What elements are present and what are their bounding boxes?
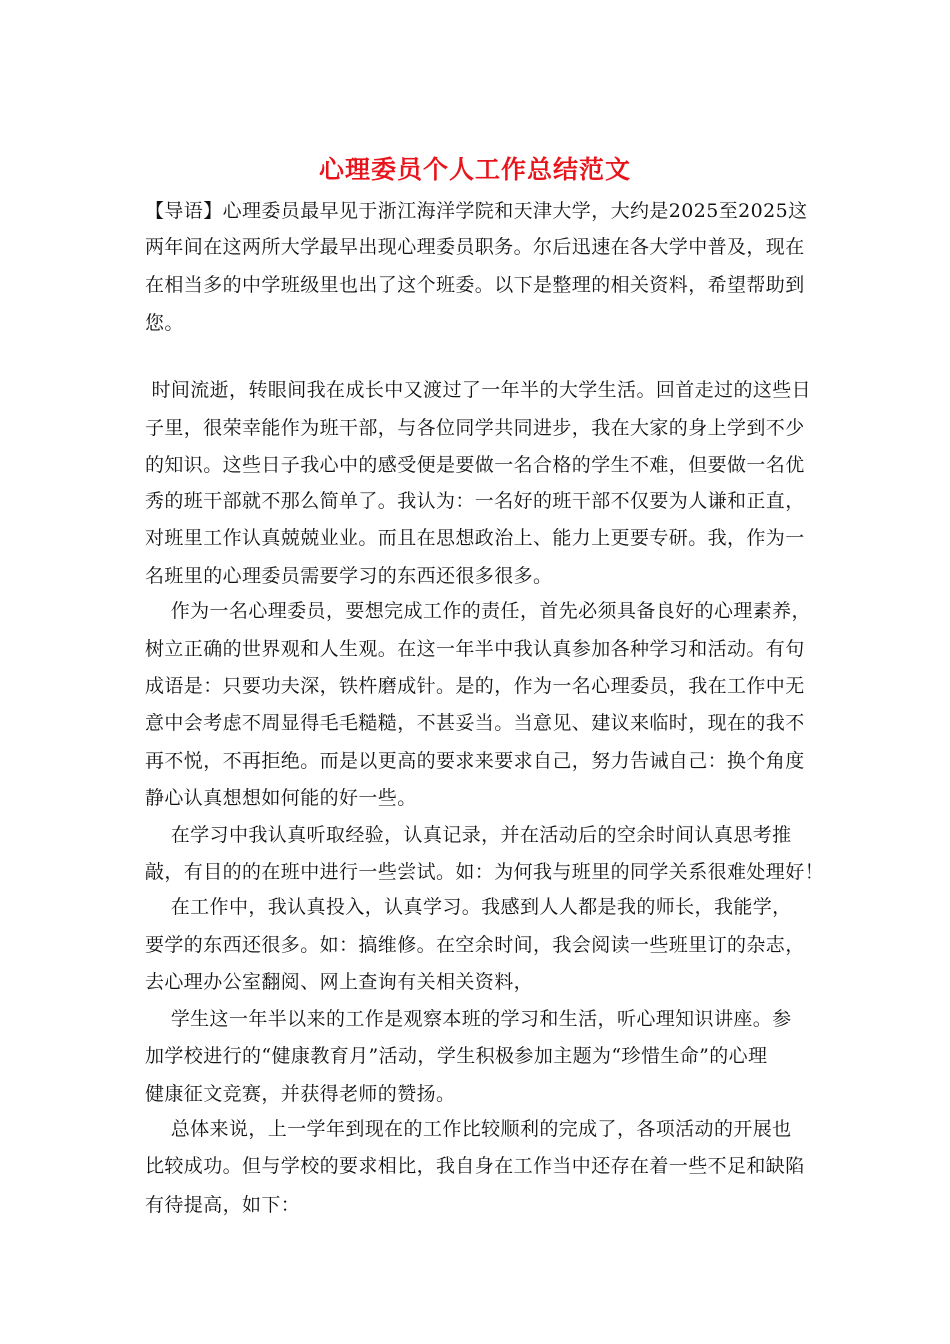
- paragraph-line: 健康征文竞赛，并获得老师的赞扬。: [145, 1083, 456, 1105]
- paragraph-line: 静心认真想想如何能的好一些。: [145, 787, 417, 809]
- paragraph-line: 在工作中，我认真投入，认真学习。我感到人人都是我的师长，我能学，: [145, 896, 792, 918]
- paragraph-line: 名班里的心理委员需要学习的东西还很多很多。: [145, 565, 553, 587]
- paragraph-line: 有待提高，如下：: [145, 1194, 301, 1216]
- paragraph-line: 对班里工作认真兢兢业业。而且在思想政治上、能力上更要专研。我，作为一: [145, 527, 805, 549]
- paragraph-line: 在学习中我认真听取经验，认真记录，并在活动后的空余时间认真思考推: [145, 824, 792, 846]
- paragraph-line: 的知识。这些日子我心中的感受便是要做一名合格的学生不难，但要做一名优: [145, 454, 805, 476]
- paragraph-line: 加学校进行的“健康教育月”活动，学生积极参加主题为“珍惜生命”的心理: [145, 1045, 768, 1067]
- paragraph-line: 意中会考虑不周显得毛毛糙糙，不甚妥当。当意见、建议来临时，现在的我不: [145, 712, 805, 734]
- paragraph-line: 成语是：只要功夫深，铁杵磨成针。是的，作为一名心理委员，我在工作中无: [145, 675, 805, 697]
- paragraph-line: 比较成功。但与学校的要求相比，我自身在工作当中还存在着一些不足和缺陷: [145, 1155, 805, 1177]
- paragraph-line: 敲，有目的的在班中进行一些尝试。如：为何我与班里的同学关系很难处理好！: [145, 861, 825, 883]
- paragraph-line: 子里，很荣幸能作为班干部，与各位同学共同进步，我在大家的身上学到不少: [145, 417, 805, 439]
- paragraph-line: 树立正确的世界观和人生观。在这一年半中我认真参加各种学习和活动。有句: [145, 638, 805, 660]
- paragraph-line: 作为一名心理委员，要想完成工作的责任，首先必须具备良好的心理素养，: [145, 600, 811, 622]
- paragraph-line: 要学的东西还很多。如：搞维修。在空余时间，我会阅读一些班里订的杂志，: [145, 934, 805, 956]
- document-title: 心理委员个人工作总结范文: [318, 155, 631, 184]
- paragraph-line: 再不悦，不再拒绝。而是以更高的要求来要求自己，努力告诫自己：换个角度: [145, 750, 805, 772]
- paragraph-line: 学生这一年半以来的工作是观察本班的学习和生活，听心理知识讲座。参: [145, 1008, 792, 1030]
- paragraph-line: 秀的班干部就不那么简单了。我认为：一名好的班干部不仅要为人谦和正直，: [145, 490, 805, 512]
- paragraph-line: 【导语】心理委员最早见于浙江海洋学院和天津大学，大约是2025至2025这: [145, 200, 808, 222]
- paragraph-line: 两年间在这两所大学最早出现心理委员职务。尔后迅速在各大学中普及，现在: [145, 236, 805, 258]
- paragraph-line: 去心理办公室翻阅、网上查询有关相关资料，: [145, 971, 534, 993]
- paragraph-line: 总体来说，上一学年到现在的工作比较顺利的完成了，各项活动的开展也: [145, 1118, 792, 1140]
- paragraph-line: 在相当多的中学班级里也出了这个班委。以下是整理的相关资料，希望帮助到: [145, 274, 805, 296]
- paragraph-line: 您。: [145, 312, 184, 334]
- paragraph-line: 时间流逝，转眼间我在成长中又渡过了一年半的大学生活。回首走过的这些日: [145, 379, 812, 401]
